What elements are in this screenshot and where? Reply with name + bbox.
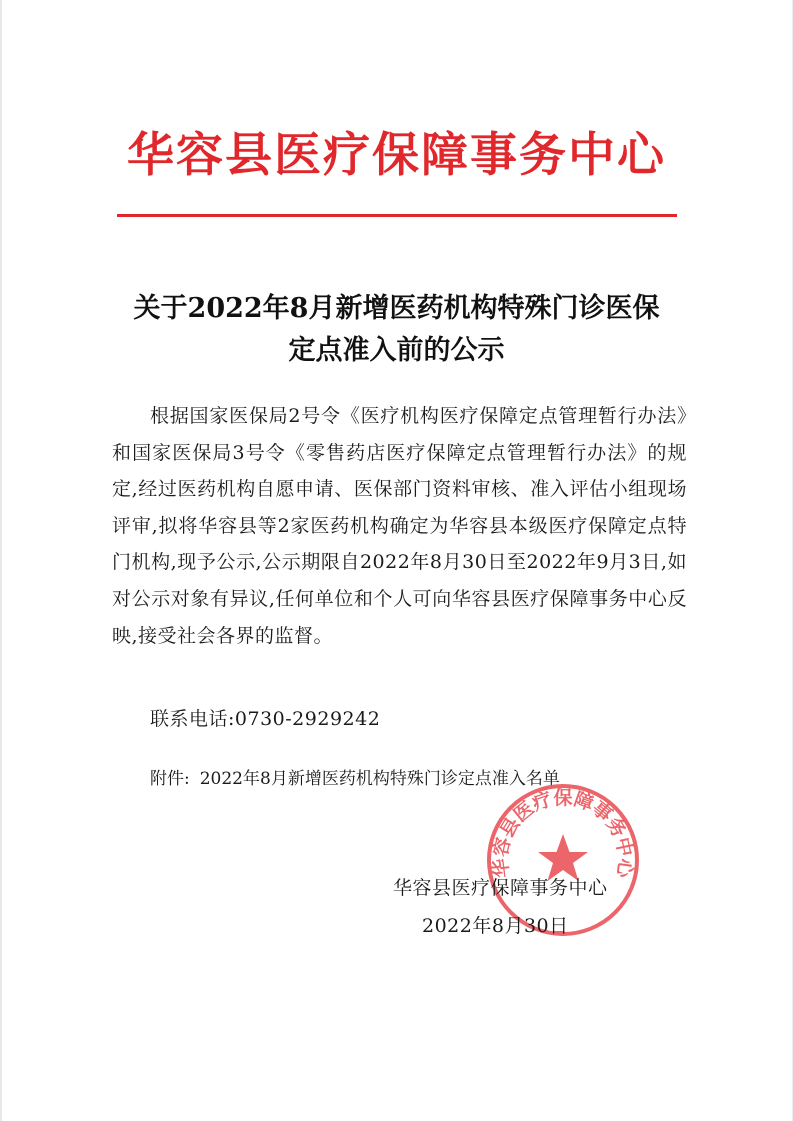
document-title-line-2: 定点准入前的公示 xyxy=(288,335,505,366)
signature-date: 2022年8月30日 xyxy=(422,915,569,937)
attachment-label: 附件: xyxy=(150,769,190,789)
contact-label: 联系电话: xyxy=(150,708,235,730)
letterhead-org-name: 华容县医疗保障事务中心 xyxy=(127,128,666,183)
signature-org: 华容县医疗保障事务中心 xyxy=(393,877,608,899)
attachment-name: 2022年8月新增医药机构特殊门诊定点准入名单 xyxy=(199,769,560,789)
document-title-line-1: 关于2022年8月新增医药机构特殊门诊医保 xyxy=(133,293,660,324)
body-paragraph: 根据国家医保局2号令《医疗机构医疗保障定点管理暂行办法》和国家医保局3号令《零售药店医疗保障定点管理暂行办法》的规定,经过医药机构自愿申请、医保部门资料审核、准入评估小组现场评审,拟将华容县等2家医药机构确定为华容县本级医疗保障定点特门机构,现予公示,公示期限自2022年8月30日至2022年9月3日,如对公示对象有异议,任何单位和个人可向华容县医疗保障事务中心反映,接受社会各界的监督。 xyxy=(112,405,687,647)
letterhead-red-rule xyxy=(117,214,677,217)
contact-line xyxy=(150,704,380,731)
seal-text: 华容县医疗保障事务中心 xyxy=(489,787,637,879)
contact-phone: 0730-2929242 xyxy=(234,708,381,730)
